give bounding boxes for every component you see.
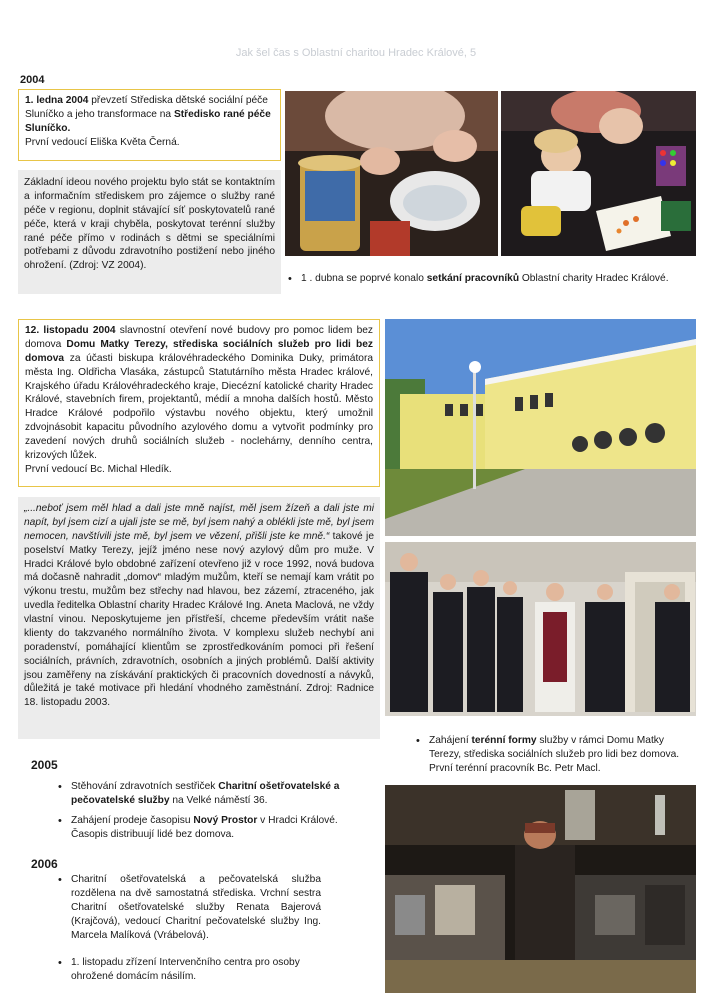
photo-ceremony [385, 542, 696, 716]
leader-dmt: První vedoucí Bc. Michal Hledík. [25, 463, 172, 475]
year-2004-heading: 2004 [20, 74, 45, 86]
bullet-april-meeting: • 1 . dubna se poprvé konalo setkání pracovníků Oblastní charity Hradec Králové. [301, 272, 701, 286]
mother-teresa-quote: „...neboť jsem měl hlad a dali jste mně najíst, měl jsem žízeň a dali jste mi napít, byl jsem cizí a ujali jste se mě, byl jsem nahý a oblékli jste mě, byl jsem nemocen, navštívili jste mě, byl jsem ve vězení, přišli jste ke mně.“ [24, 503, 374, 542]
box-dum-matky-terezy: 12. listopadu 2004 slavnostní otevření nové budovy pro pomoc lidem bez domova Domu Matky Terezy, střediska sociálních služeb pro lidi bez domova za účasti biskupa královéhradeckého Dominika Duky, primátora města Ing. Oldřicha Vlasáka, zástupců Statutárního města Hradec králové, Krajského úřadu Královéhradeckého kraje, Diecézní katolické charity Hradec Králové, stavebních firem, projektantů, médií a mnoha dalších hostů. Město Hradce Králové podpořilo výstavbu nového objektu, který umožnil zdvojnásobit kapacitu původního azylového domu a vytvořit podmínky pro zavedení nových druhů sociálních služeb - noclehárny, denního centra, krizových lůžek. První vedoucí Bc. Michal Hledík. [18, 319, 380, 487]
bullet-2006-split: • Charitní ošetřovatelská a pečovatelská služba rozdělena na dvě samostatná střediska. Vrchní sestra Charitní ošetřovatelské služby Renata Bajerová (Krajčová), vedoucí Charitní pečovatelské služby Ing. Marcela Malíková (Vrábelová). [71, 873, 321, 942]
photo-clothes-storage [385, 785, 696, 993]
date-jan-2004: 1. ledna 2004 [25, 95, 89, 106]
photo-child-play [285, 91, 498, 256]
box-slunicko: 1. ledna 2004 převzetí Střediska dětské sociální péče Sluníčko a jeho transformace na Středisko rané péče Sluníčko. První vedoucí Eliška Květa Černá. [18, 89, 281, 161]
photo-building [385, 319, 696, 536]
bullet-2006-intervention: • 1. listopadu zřízení Intervenčního centra pro osoby ohrožené domácím násilím. [71, 956, 331, 984]
bullet-terrain-service: • Zahájení terénní formy služby v rámci Domu Matky Terezy, střediska sociálních služeb pro lidi bez domova. První terénní pracovník Bc. Petr Macl. [429, 734, 691, 776]
year-2006-heading: 2006 [31, 857, 58, 871]
photo-child-drawing [501, 91, 696, 256]
leader-slunicko: První vedoucí Eliška Květa Černá. [25, 136, 180, 148]
date-nov-2004: 12. listopadu 2004 [25, 325, 116, 336]
page-header: Jak šel čas s Oblastní charitou Hradec Králové, 5 [235, 47, 477, 59]
bullet-2005-nurses: • Stěhování zdravotních sestřiček Charitní ošetřovatelské a pečovatelské služby na Velké náměstí 36. [71, 780, 351, 808]
year-2005-heading: 2005 [31, 758, 58, 772]
bullet-2005-magazine: • Zahájení prodeje časopisu Nový Prostor v Hradci Králové. Časopis distribuují lidé bez domova. [71, 814, 351, 842]
gray-box-early-care: Základní ideou nového projektu bylo stát se kontaktním a informačním střediskem pro zájemce o služby rané péče v regionu, doplnit stávající síť poskytovatelů rané péče, která v kraji chyběla, poskytovat terénní služby rané péče přímo v rodinách s dětmi se speciálními potřebami z důvodu zdravotního postižení nebo jiného ohrožení. (Zdroj: VZ 2004). [18, 170, 281, 294]
gray-box-quote: „...neboť jsem měl hlad a dali jste mně najíst, měl jsem žízeň a dali jste mi napít, byl jsem cizí a ujali jste se mě, byl jsem nahý a oblékli jste mě, byl jsem nemocen, navštívili jste mě, byl jsem ve vězení, přišli jste ke mně.“ takové je poselství Matky Terezy, jejíž jméno nese nový azylový dům pro muže. V Hradci Králové bylo obdobné zařízení otevřeno již v roce 1992, nová budova má dočasně nahradit „domov“ mladým mužům, kteří se nemají kam vrátit po výkonu trestu, mužům bez střechy nad hlavou, bez zázemí, ztraceného, jak uvedla ředitelka Oblastní charity Hradec Králové Ing. Aneta Maclová, ne vždy vlastní vinou. Neposkytujeme jen přístřeší, chceme především vrátit naše klienty do takzvaného normálního života. V komplexu služeb nechybí ani poradenství, pomáhající klientům se zprostředkováním pomoci při řešení sociálních, právních, zdravotních, osobních a jiných problémů. Další aktivity jsou zaměřeny na získávání praktických či pracovních dovedností a návyků, důležitá je také motivace při hledání vhodného zaměstnání. Zdroj: Radnice 18. listopadu 2003. [18, 497, 380, 739]
